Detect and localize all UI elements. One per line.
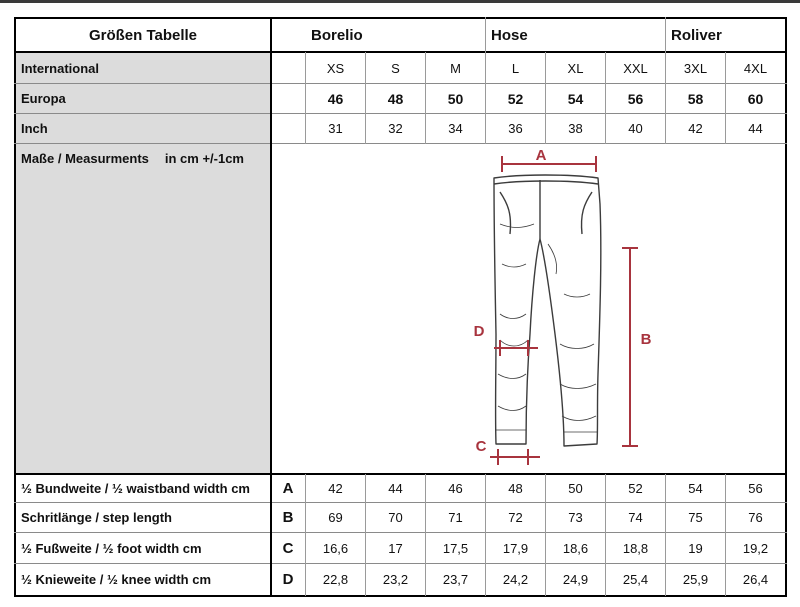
table-cell: 74: [628, 510, 643, 525]
measurements-note: in cm +/-1cm: [164, 150, 244, 166]
table-cell: 25,4: [622, 572, 649, 587]
table-cell: 24,9: [562, 572, 589, 587]
table-cell: 54: [567, 90, 584, 107]
table-cell: 75: [688, 510, 703, 525]
row-label-international: International: [21, 60, 100, 76]
table-cell: 46: [448, 480, 463, 496]
table-cell: 34: [448, 121, 463, 136]
table-cell: 40: [628, 121, 643, 136]
measurements-label: [21, 149, 244, 167]
pants-outline: [494, 175, 601, 446]
chart-title: Größen Tabelle: [88, 26, 198, 44]
table-cell: 60: [747, 90, 764, 107]
table-cell: 31: [328, 121, 343, 136]
table-cell: 44: [388, 480, 403, 496]
table-cell: M: [450, 60, 461, 76]
table-cell: XXL: [623, 60, 648, 76]
table-cell: 19: [688, 540, 703, 556]
table-cell: 48: [508, 480, 523, 496]
pants-diagram: [460, 144, 680, 472]
brand-roliver: Roliver: [671, 26, 722, 44]
row-label-foot-width: ½ Fußweite / ½ foot width cm: [21, 540, 202, 556]
table-cell: 26,4: [742, 572, 769, 587]
table-cell: 16,6: [322, 540, 349, 556]
table-cell: 3XL: [683, 60, 708, 76]
measurements-title: Maße / Measurments: [21, 150, 149, 166]
table-cell: 50: [568, 480, 583, 496]
table-cell: 36: [508, 121, 523, 136]
table-cell: 32: [388, 121, 403, 136]
table-cell: 73: [568, 510, 583, 525]
measure-lines: [490, 156, 638, 465]
row-letter-b: B: [282, 509, 294, 526]
table-cell: 56: [627, 90, 644, 107]
table-cell: 72: [508, 510, 523, 525]
table-cell: S: [391, 60, 400, 76]
diagram-label-c: C: [475, 438, 487, 455]
table-cell: 56: [748, 480, 763, 496]
table-cell: 42: [688, 121, 703, 136]
table-cell: 18,6: [562, 540, 589, 556]
table-cell: 18,8: [622, 540, 649, 556]
table-cell: 17,9: [502, 540, 529, 556]
table-cell: 58: [687, 90, 704, 107]
table-cell: 69: [328, 510, 343, 525]
table-cell: 17: [388, 540, 403, 556]
table-cell: 48: [387, 90, 404, 107]
row-letter-d: D: [282, 571, 294, 588]
table-cell: 23,7: [442, 572, 469, 587]
table-cell: 17,5: [442, 540, 469, 556]
row-label-europa: Europa: [21, 91, 66, 106]
table-cell: 76: [748, 510, 763, 525]
table-cell: 54: [688, 480, 703, 496]
table-cell: 19,2: [742, 540, 769, 556]
table-cell: 42: [328, 480, 343, 496]
brand-borelio: Borelio: [311, 26, 363, 44]
table-cell: L: [511, 60, 520, 76]
table-cell: 70: [388, 510, 403, 525]
row-letter-c: C: [282, 539, 294, 557]
row-label-inch: Inch: [21, 121, 48, 136]
diagram-label-a: A: [535, 147, 547, 164]
table-cell: 4XL: [743, 60, 768, 76]
diagram-label-b: B: [640, 331, 652, 348]
row-letter-a: A: [282, 479, 294, 497]
row-label-knee-width: ½ Knieweite / ½ knee width cm: [21, 572, 212, 587]
table-cell: 71: [448, 510, 463, 525]
table-cell: 38: [568, 121, 583, 136]
label-column-bg: [16, 52, 270, 473]
row-label-step-length: Schritlänge / step length: [21, 510, 172, 525]
table-cell: 23,2: [382, 572, 409, 587]
table-cell: 50: [447, 90, 464, 107]
diagram-label-d: D: [473, 323, 485, 340]
top-border: [0, 0, 800, 3]
table-cell: 22,8: [322, 572, 349, 587]
table-cell: 46: [327, 90, 344, 107]
product-label: Hose: [491, 26, 528, 44]
table-cell: 24,2: [502, 572, 529, 587]
table-cell: 25,9: [682, 572, 709, 587]
table-cell: 52: [628, 480, 643, 496]
table-cell: XL: [567, 60, 584, 76]
table-cell: XS: [326, 60, 345, 76]
row-label-waistband: ½ Bundweite / ½ waistband width cm: [21, 480, 250, 496]
table-cell: 52: [507, 90, 524, 107]
table-cell: 44: [748, 121, 763, 136]
